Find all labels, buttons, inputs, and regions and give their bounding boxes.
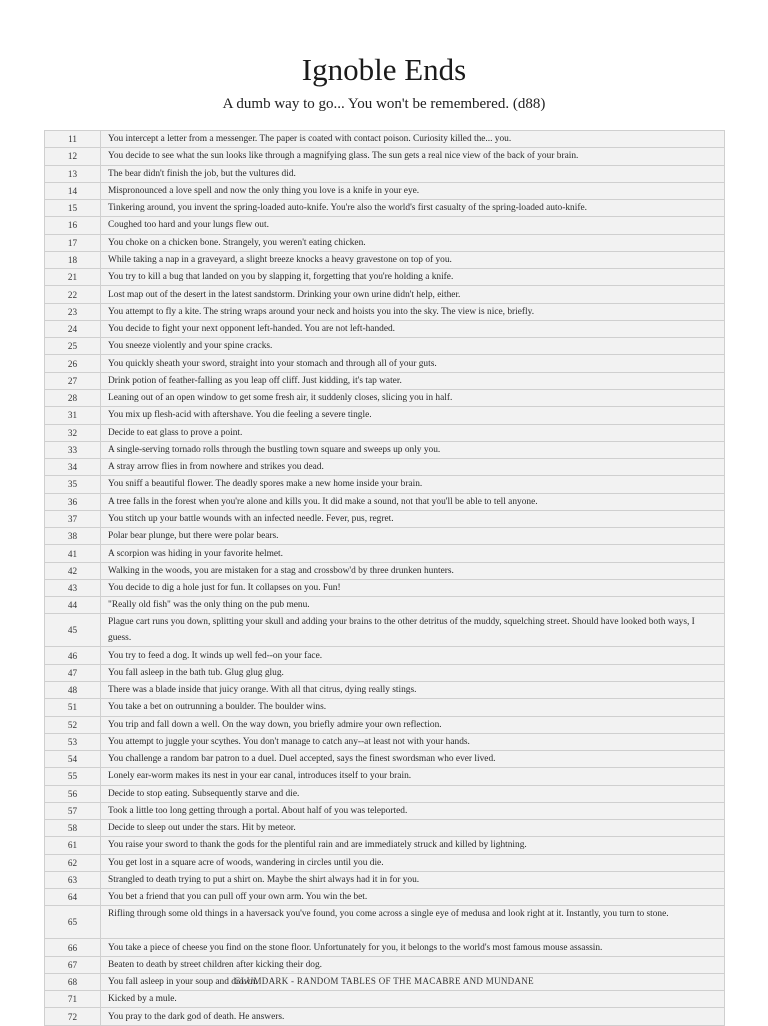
table-row: [45, 803, 724, 820]
table-row: [45, 751, 724, 768]
result-text: You challenge a random bar patron to a duel. Duel accepted, says the finest swordsman who ever lived.: [108, 754, 496, 765]
roll-number: 13: [45, 166, 101, 182]
result-text: Mispronounced a love spell and now the only thing you love is a knife in your eye.: [108, 185, 420, 196]
table-row: [45, 166, 724, 183]
roll-number: 44: [45, 597, 101, 613]
roll-number: 23: [45, 304, 101, 320]
table-row: [45, 957, 724, 974]
result-text: You choke on a chicken bone. Strangely, you weren't eating chicken.: [108, 237, 366, 248]
roll-number: 62: [45, 855, 101, 871]
result-text: Decide to eat glass to prove a point.: [108, 427, 243, 438]
result-text: You raise your sword to thank the gods for the plentiful rain and are immediately struck and killed by lightning.: [108, 840, 527, 851]
result-text: A scorpion was hiding in your favorite helmet.: [108, 548, 283, 559]
roll-number: 61: [45, 837, 101, 853]
page-subtitle: A dumb way to go... You won't be remembered. (d88): [222, 96, 546, 112]
result-text: You attempt to fly a kite. The string wraps around your neck and hoists you into the sky. The view is nice, briefly.: [108, 306, 535, 317]
roll-number: 47: [45, 665, 101, 681]
table-row: [45, 906, 724, 939]
roll-number: 66: [45, 939, 101, 955]
table-row: [45, 355, 724, 372]
roll-number: 17: [45, 235, 101, 251]
table-row: [45, 235, 724, 252]
ignoble-ends-table: [44, 130, 725, 1026]
table-row: [45, 820, 724, 837]
roll-number: 56: [45, 786, 101, 802]
table-row: [45, 338, 724, 355]
roll-number: 32: [45, 425, 101, 441]
table-row: [45, 717, 724, 734]
roll-number: 54: [45, 751, 101, 767]
roll-number: 72: [45, 1008, 101, 1024]
table-row: [45, 217, 724, 234]
roll-number: 36: [45, 494, 101, 510]
roll-number: 52: [45, 717, 101, 733]
table-row: [45, 837, 724, 854]
result-text: You intercept a letter from a messenger. The paper is coated with contact poison. Curiosity killed the... you.: [108, 134, 512, 145]
table-row: [45, 304, 724, 321]
result-text: While taking a nap in a graveyard, a slight breeze knocks a heavy gravestone on top of you.: [108, 254, 452, 265]
roll-number: 35: [45, 476, 101, 492]
result-text: Rifling through some old things in a haversack you've found, you come across a single eye of medusa and look right at it. Instantly, you turn to stone.: [108, 909, 669, 920]
result-text: Drink potion of feather-falling as you leap off cliff. Just kidding, it's tap water.: [108, 375, 402, 386]
result-text: Strangled to death trying to put a shirt on. Maybe the shirt always had it in for you.: [108, 875, 420, 886]
table-row: [45, 563, 724, 580]
roll-number: 42: [45, 563, 101, 579]
table-row: [45, 200, 724, 217]
table-row: [45, 699, 724, 716]
result-text: Lost map out of the desert in the latest sandstorm. Drinking your own urine didn't help, either.: [108, 289, 461, 300]
roll-number: 37: [45, 511, 101, 527]
table-row: [45, 286, 724, 303]
result-text: A single-serving tornado rolls through the bustling town square and sweeps up only you.: [108, 444, 441, 455]
table-row: [45, 494, 724, 511]
result-text: You decide to see what the sun looks like through a magnifying glass. The sun gets a real nice view of the back of your brain.: [108, 151, 579, 162]
result-text: Beaten to death by street children after kicking their dog.: [108, 959, 322, 970]
page-footer: GLUMDARK - RANDOM TABLES OF THE MACABRE AND MUNDANE: [234, 976, 534, 986]
result-text: You decide to dig a hole just for fun. It collapses on you. Fun!: [108, 583, 341, 594]
result-text: A stray arrow flies in from nowhere and strikes you dead.: [108, 462, 324, 473]
roll-number: 57: [45, 803, 101, 819]
result-text: Plague cart runs you down, splitting your skull and adding your brains to the other detritus of the muddy, squelching street. Should have looked both ways, I guess.: [108, 617, 695, 644]
result-text: Lonely ear-worm makes its nest in your ear canal, introduces itself to your brain.: [108, 771, 412, 782]
result-text: You pray to the dark god of death. He answers.: [108, 1011, 285, 1022]
roll-number: 21: [45, 269, 101, 285]
result-text: Decide to sleep out under the stars. Hit by meteor.: [108, 823, 296, 834]
roll-number: 55: [45, 768, 101, 784]
table-row: [45, 459, 724, 476]
result-text: Took a little too long getting through a portal. About half of you was teleported.: [108, 805, 408, 816]
roll-number: 53: [45, 734, 101, 750]
result-text: Decide to stop eating. Subsequently starve and die.: [108, 788, 300, 799]
result-text: Coughed too hard and your lungs flew out.: [108, 220, 269, 231]
roll-number: 25: [45, 338, 101, 354]
result-text: You try to feed a dog. It winds up well fed--on your face.: [108, 650, 323, 661]
roll-number: 26: [45, 355, 101, 371]
table-row: [45, 614, 724, 647]
table-row: [45, 373, 724, 390]
result-text: You take a bet on outrunning a boulder. The boulder wins.: [108, 702, 327, 713]
result-text: You try to kill a bug that landed on you by slapping it, forgetting that you're holding a knife.: [108, 272, 454, 283]
table-row: [45, 183, 724, 200]
roll-number: 33: [45, 442, 101, 458]
roll-number: 16: [45, 217, 101, 233]
roll-number: 68: [45, 974, 101, 990]
table-row: [45, 269, 724, 286]
result-text: "Really old fish" was the only thing on the pub menu.: [108, 600, 310, 611]
result-text: You sneeze violently and your spine cracks.: [108, 341, 273, 352]
roll-number: 14: [45, 183, 101, 199]
roll-number: 46: [45, 647, 101, 663]
table-row: [45, 855, 724, 872]
table-row: [45, 647, 724, 664]
table-row: [45, 786, 724, 803]
table-row: [45, 991, 724, 1008]
result-text: You trip and fall down a well. On the way down, you briefly admire your own reflection.: [108, 719, 442, 730]
result-text: You stitch up your battle wounds with an infected needle. Fever, pus, regret.: [108, 513, 394, 524]
table-row: [45, 889, 724, 906]
result-text: You bet a friend that you can pull off your own arm. You win the bet.: [108, 892, 368, 903]
result-text: You get lost in a square acre of woods, wandering in circles until you die.: [108, 857, 384, 868]
roll-number: 28: [45, 390, 101, 406]
roll-number: 43: [45, 580, 101, 596]
result-text: Tinkering around, you invent the spring-loaded auto-knife. You're also the world's first casualty of the spring-loaded auto-knife.: [108, 203, 587, 214]
table-row: [45, 476, 724, 493]
table-row: [45, 545, 724, 562]
result-text: Leaning out of an open window to get some fresh air, it suddenly closes, slicing you in half.: [108, 393, 453, 404]
result-text: There was a blade inside that juicy orange. With all that citrus, dying really stings.: [108, 685, 417, 696]
table-row: [45, 665, 724, 682]
table-row: [45, 528, 724, 545]
roll-number: 58: [45, 820, 101, 836]
result-text: You quickly sheath your sword, straight into your stomach and through all of your guts.: [108, 358, 437, 369]
table-row: [45, 872, 724, 889]
result-text: The bear didn't finish the job, but the vultures did.: [108, 168, 296, 179]
result-text: Walking in the woods, you are mistaken for a stag and crossbow'd by three drunken hunters.: [108, 565, 454, 576]
roll-number: 45: [45, 614, 101, 646]
table-row: [45, 252, 724, 269]
roll-number: 63: [45, 872, 101, 888]
result-text: You fall asleep in the bath tub. Glug glug glug.: [108, 667, 284, 678]
roll-number: 51: [45, 699, 101, 715]
roll-number: 27: [45, 373, 101, 389]
roll-number: 48: [45, 682, 101, 698]
table-row: [45, 734, 724, 751]
result-text: You take a piece of cheese you find on the stone floor. Unfortunately for you, it belongs to the world's most famous mouse assassin.: [108, 942, 603, 953]
table-row: [45, 1008, 724, 1025]
result-text: A tree falls in the forest when you're alone and kills you. It did make a sound, not that you'll be able to tell anyone.: [108, 496, 538, 507]
roll-number: 65: [45, 906, 101, 938]
table-row: [45, 580, 724, 597]
table-row: [45, 131, 724, 148]
roll-number: 24: [45, 321, 101, 337]
table-row: [45, 425, 724, 442]
table-row: [45, 511, 724, 528]
result-text: Polar bear plunge, but there were polar bears.: [108, 531, 279, 542]
page-title: Ignoble Ends: [301, 52, 467, 87]
table-row: [45, 442, 724, 459]
roll-number: 67: [45, 957, 101, 973]
table-row: [45, 390, 724, 407]
roll-number: 18: [45, 252, 101, 268]
roll-number: 11: [45, 131, 101, 147]
table-row: [45, 597, 724, 614]
roll-number: 12: [45, 148, 101, 164]
roll-number: 22: [45, 286, 101, 302]
result-text: You decide to fight your next opponent left-handed. You are not left-handed.: [108, 324, 396, 335]
table-row: [45, 682, 724, 699]
result-text: You sniff a beautiful flower. The deadly spores make a new home inside your brain.: [108, 479, 423, 490]
table-row: [45, 768, 724, 785]
roll-number: 38: [45, 528, 101, 544]
roll-number: 41: [45, 545, 101, 561]
roll-number: 64: [45, 889, 101, 905]
table-row: [45, 321, 724, 338]
roll-number: 31: [45, 407, 101, 423]
table-row: [45, 407, 724, 424]
result-text: You mix up flesh-acid with aftershave. You die feeling a severe tingle.: [108, 410, 372, 421]
roll-number: 34: [45, 459, 101, 475]
result-text: Kicked by a mule.: [108, 994, 177, 1005]
roll-number: 15: [45, 200, 101, 216]
table-row: [45, 148, 724, 165]
result-text: You fall asleep in your soup and drown.: [108, 977, 258, 988]
result-text: You attempt to juggle your scythes. You don't manage to catch any--at least not with your hands.: [108, 736, 470, 747]
table-row: [45, 939, 724, 956]
roll-number: 71: [45, 991, 101, 1007]
